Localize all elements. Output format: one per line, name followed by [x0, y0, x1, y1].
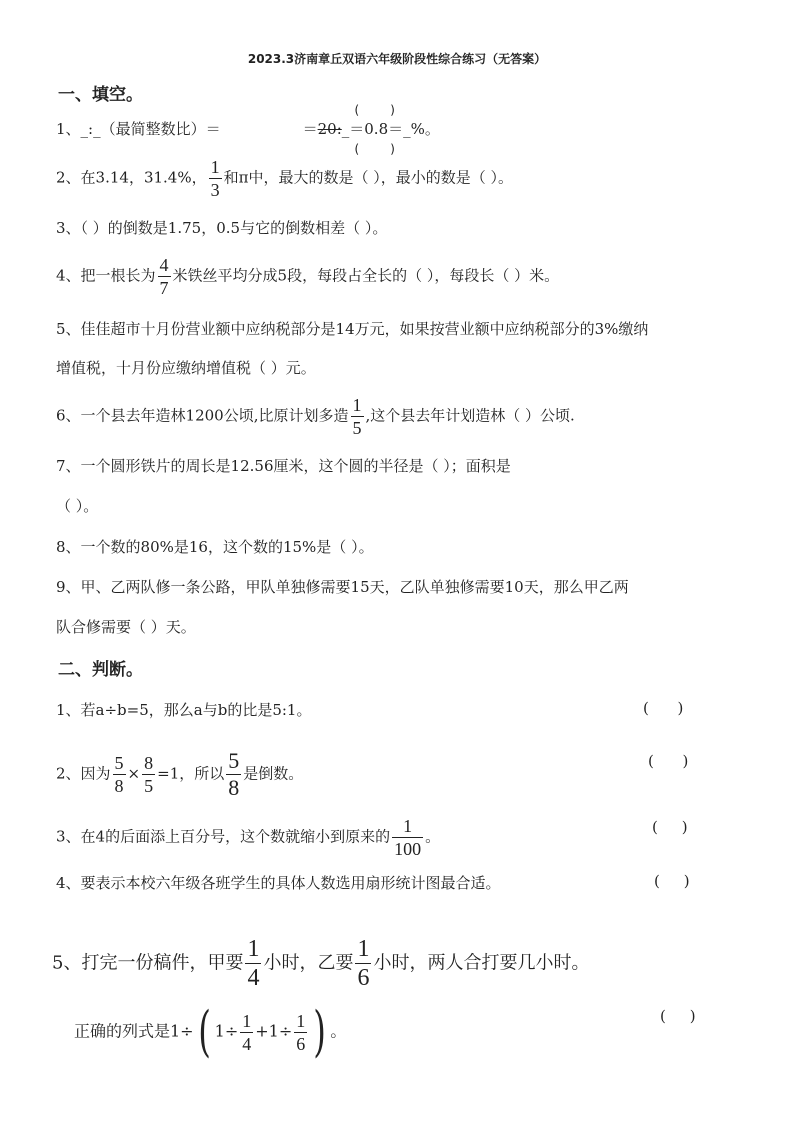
- question-1: [56, 118, 440, 140]
- j5-close-paren: ): [313, 1000, 327, 1063]
- question-9-line-1: 9、甲、乙两队修一条公路，甲队单独修需要15天，乙队单独修需要10天，那么甲乙两: [56, 578, 629, 596]
- q1-paren-top: ( ): [353, 103, 397, 117]
- question-6: [56, 396, 575, 437]
- j2-fraction-2: [142, 754, 155, 795]
- q1-mid: ＝: [302, 120, 318, 138]
- j5-fraction-1: [245, 937, 261, 990]
- j2-f2-den: 5: [144, 776, 154, 796]
- j5-fraction-2: [355, 937, 371, 990]
- question-5-line-1: 5、佳佳超市十月份营业额中应纳税部分是14万元，如果按营业额中应纳税部分的3%缴纳: [56, 320, 649, 338]
- j2-fraction-1: [113, 754, 126, 795]
- section-fill-heading: 一、填空。: [58, 85, 143, 105]
- j3-text-b: 。: [425, 827, 441, 846]
- j2-f3-den: 8: [228, 775, 240, 800]
- q4-num: 4: [159, 255, 169, 275]
- judge-4-answer-paren[interactable]: ( ): [654, 872, 690, 890]
- j5-inner-fraction-2: [294, 1012, 307, 1053]
- q4-text-b: 米铁丝平均分成5段，每段占全长的（ ），每段长（ ）米。: [172, 266, 560, 285]
- j2-eq: =1，所以: [157, 764, 225, 783]
- q2-den: 3: [210, 180, 220, 200]
- j2-fraction-3: [226, 750, 241, 799]
- j2-times: ×: [127, 764, 141, 783]
- judge-1: 1、若a÷b=5，那么a与b的比是5:1。: [56, 701, 312, 719]
- q1-rest: _＝0.8＝_%。: [341, 120, 440, 138]
- q6-num: 1: [352, 395, 362, 415]
- j5-g2-num: 1: [296, 1010, 306, 1031]
- j5-l2-text: 正确的列式是1÷: [74, 1021, 194, 1041]
- q4-den: 7: [159, 278, 169, 298]
- question-2: [56, 158, 513, 199]
- j5-f2-num: 1: [357, 936, 370, 962]
- judge-3-answer-paren[interactable]: ( ): [652, 818, 688, 836]
- j2-f1-num: 5: [114, 753, 124, 773]
- j3-num: 1: [392, 817, 423, 838]
- q2-fraction: [209, 158, 222, 199]
- j2-f2-num: 8: [144, 753, 154, 773]
- j5-in1: 1÷: [214, 1021, 239, 1041]
- q2-text-a: 2、在3.14，31.4%，: [56, 168, 207, 187]
- section-judge-heading: 二、判断。: [58, 660, 143, 680]
- question-5-line-2: 增值税，十月份应缴纳增值税（ ）元。: [56, 359, 316, 377]
- q6-text-a: 6、一个县去年造林1200公顷,比原计划多造: [56, 406, 349, 425]
- judge-3: [56, 817, 440, 858]
- j2-f3-num: 5: [228, 748, 240, 773]
- j5-text-c: 小时，两人合打要几小时。: [373, 952, 590, 974]
- q2-text-b: 和π中，最大的数是（ ），最小的数是（ ）。: [223, 168, 513, 187]
- question-3: 3、（ ）的倒数是1.75，0.5与它的倒数相差（ ）。: [56, 219, 388, 237]
- page-title: 2023.3济南章丘双语六年级阶段性综合练习（无答案）: [247, 52, 547, 66]
- q1-strike: 20:: [317, 120, 342, 138]
- j5-text-b: 小时，乙要: [263, 952, 354, 974]
- question-9-line-2: 队合修需要（ ）天。: [56, 618, 196, 636]
- j5-g1-num: 1: [242, 1010, 252, 1031]
- j2-f1-den: 8: [114, 776, 124, 796]
- j3-text-a: 3、在4的后面添上百分号，这个数就缩小到原来的: [56, 827, 391, 846]
- j5-text-a: 5、打完一份稿件，甲要: [52, 952, 244, 974]
- j2-text-a: 2、因为: [56, 764, 111, 783]
- judge-2-answer-paren[interactable]: ( ): [648, 752, 689, 770]
- j5-open-paren: (: [197, 1000, 211, 1063]
- q2-num: 1: [210, 157, 220, 177]
- j5-g2-den: 6: [296, 1033, 306, 1054]
- q6-text-b: ,这个县去年计划造林（ ）公顷.: [365, 406, 575, 425]
- question-7-line-2: （ ）。: [56, 497, 99, 515]
- judge-5-line-2: [74, 1000, 347, 1063]
- j3-fraction: [392, 817, 423, 858]
- j5-plus: +1÷: [255, 1021, 293, 1041]
- q4-fraction: [158, 256, 171, 297]
- j3-den: 100: [394, 839, 422, 859]
- q6-fraction: [351, 396, 364, 437]
- q4-text-a: 4、把一根长为: [56, 266, 156, 285]
- judge-1-answer-paren[interactable]: ( ): [643, 699, 684, 717]
- judge-2: [56, 750, 303, 799]
- q6-den: 5: [352, 418, 362, 438]
- q1-prefix: 1、_:_（最简整数比）＝: [56, 120, 221, 138]
- j5-end: 。: [330, 1021, 347, 1041]
- j5-g1-den: 4: [242, 1033, 252, 1054]
- question-4: [56, 256, 559, 297]
- j5-inner-fraction-1: [240, 1012, 253, 1053]
- judge-5-line-1: [52, 937, 589, 990]
- q1-paren-bottom: ( ): [353, 142, 397, 156]
- question-7-line-1: 7、一个圆形铁片的周长是12.56厘米，这个圆的半径是（ ）；面积是: [56, 457, 511, 475]
- judge-4: 4、要表示本校六年级各班学生的具体人数选用扇形统计图最合适。: [56, 874, 501, 892]
- j5-f2-den: 6: [357, 965, 370, 991]
- j5-f1-den: 4: [247, 965, 260, 991]
- judge-5-answer-paren[interactable]: ( ): [660, 1007, 696, 1025]
- question-8: 8、一个数的80%是16，这个数的15%是（ ）。: [56, 538, 374, 556]
- j5-f1-num: 1: [247, 936, 260, 962]
- j2-text-b: 是倒数。: [243, 764, 304, 783]
